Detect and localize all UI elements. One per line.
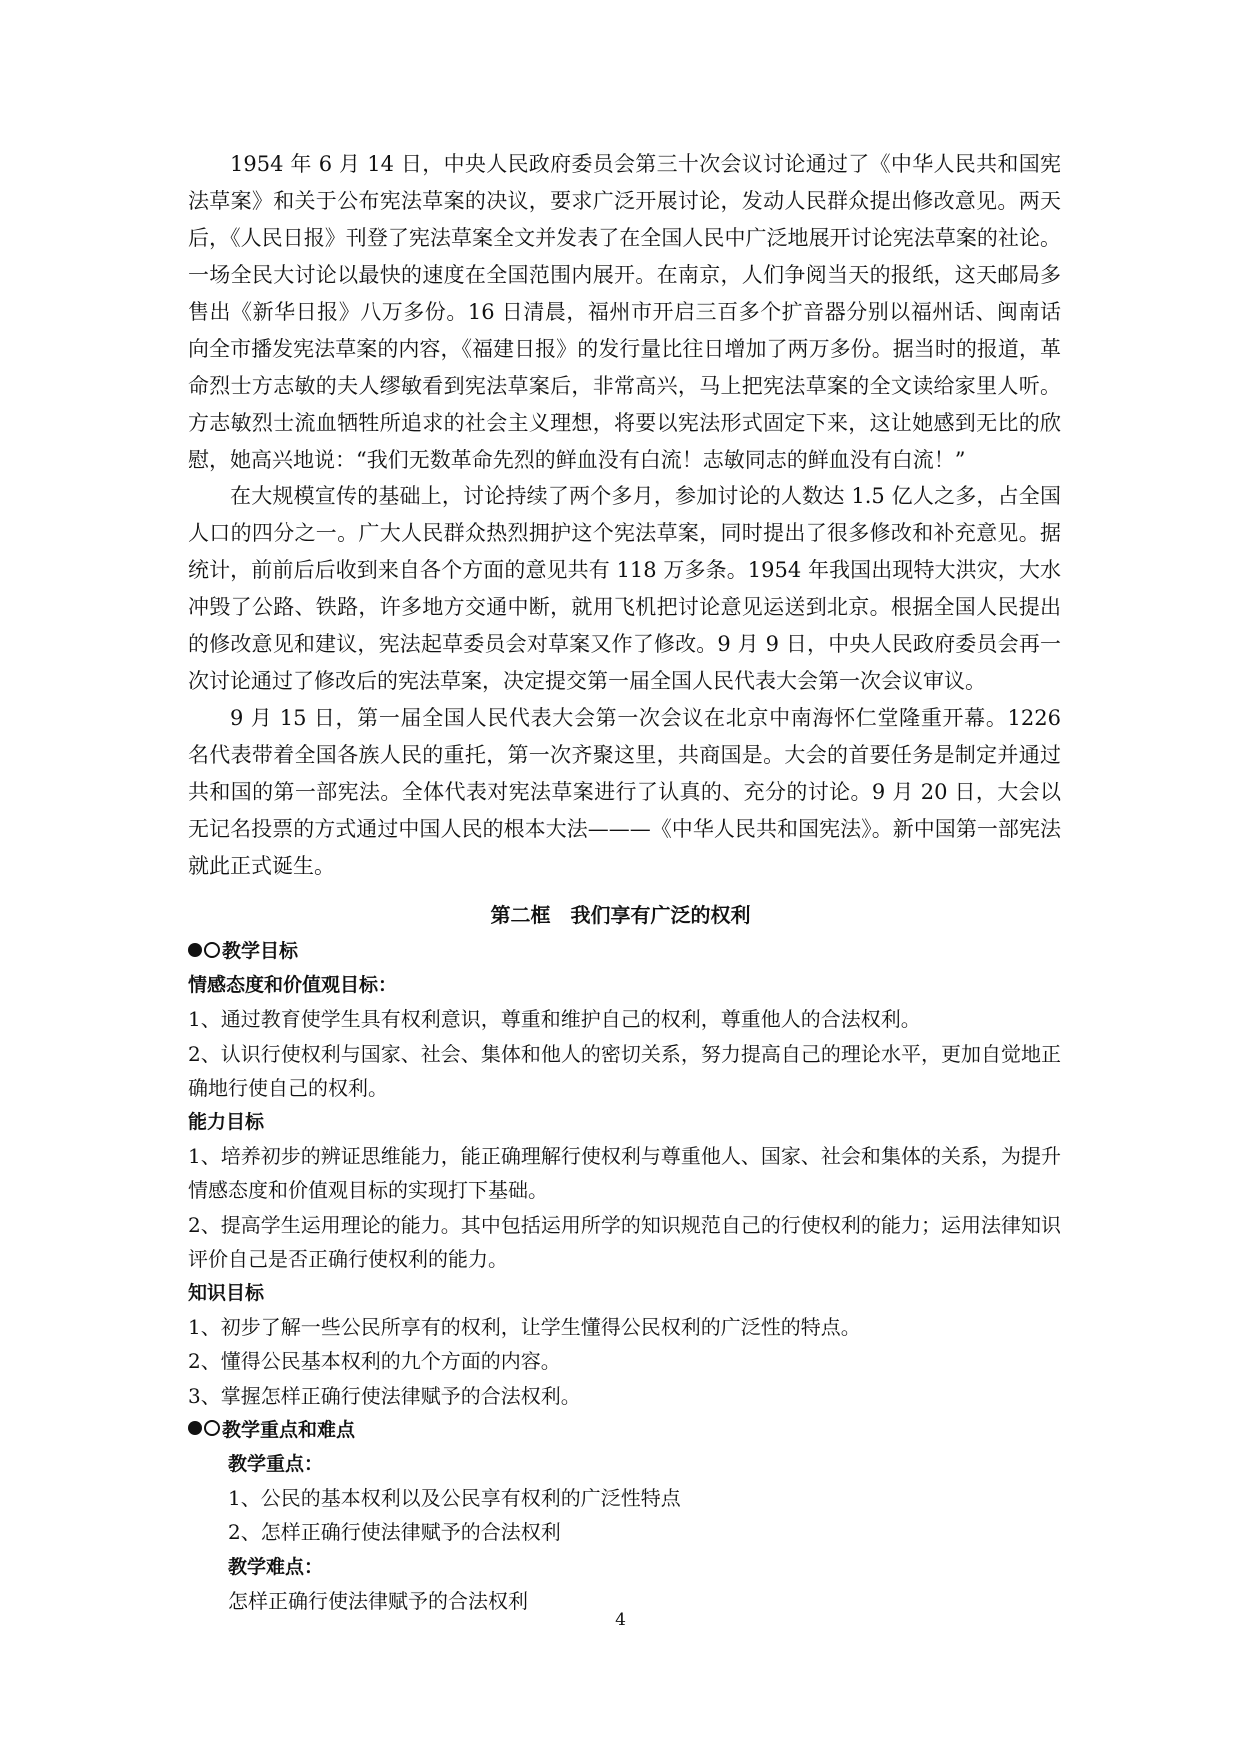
filled-circle-icon — [188, 943, 202, 957]
goals-heading: 教学目标 — [188, 934, 1061, 968]
paragraph-2: 在大规模宣传的基础上，讨论持续了两个多月，参加讨论的人数达 1.5 亿人之多，占全国人口的四分之一。广大人民群众热烈拥护这个宪法草案，同时提出了很多修改和补充意见。据统计，前前后后收到来自各个方面的意见共有 118 万多条。1954 年我国出现特大洪灾，大水冲毁了公路、铁路，许多地方交通中断，就用飞机把讨论意见运送到北京。根据全国人民提出的修改意见和建议，宪法起草委员会对草案又作了修改。9 月 9 日，中央人民政府委员会再一次讨论通过了修改后的宪法草案，决定提交第一届全国人民代表大会第一次会议审议。 — [188, 484, 1061, 693]
key-point-item: 1、公民的基本权利以及公民享有权利的广泛性特点 — [228, 1486, 681, 1511]
knowledge-goal-item: 2、懂得公民基本权利的九个方面的内容。 — [188, 1349, 561, 1374]
ability-goals-heading: 能力目标 — [188, 1111, 265, 1134]
ability-goal-item: 2、提高学生运用理论的能力。其中包括运用所学的知识规范自己的行使权利的能力；运用法律知识评价自己是否正确行使权利的能力。 — [188, 1212, 1061, 1271]
emotion-goal-item: 1、通过教育使学生具有权利意识，尊重和维护自己的权利，尊重他人的合法权利。 — [188, 1007, 921, 1032]
difficulty-text: 怎样正确行使法律赋予的合法权利 — [228, 1588, 528, 1613]
knowledge-goals-heading: 知识目标 — [188, 1282, 265, 1305]
key-points-heading: 教学重点： — [228, 1453, 324, 1476]
paragraph-3: 9 月 15 日，第一届全国人民代表大会第一次会议在北京中南海怀仁堂隆重开幕。1226 名代表带着全国各族人民的重托，第一次齐聚这里，共商国是。大会的首要任务是制定并通过共和国的第一部宪法。全体代表对宪法草案进行了认真的、充分的讨论。9 月 20 日，大会以无记名投票的方式通过中国人民的根本大法———《中华人民共和国宪法》。新中国第一部宪法就此正式诞生。 — [188, 706, 1061, 878]
focus-heading: 教学重点和难点 — [188, 1413, 1061, 1447]
page-number: 4 — [615, 1610, 626, 1630]
key-point-item: 2、怎样正确行使法律赋予的合法权利 — [228, 1520, 561, 1545]
paragraph-1: 1954 年 6 月 14 日，中央人民政府委员会第三十次会议讨论通过了《中华人民共和国宪法草案》和关于公布宪法草案的决议，要求广泛开展讨论，发动人民群众提出修改意见。两天后，《人民日报》刊登了宪法草案全文并发表了在全国人民中广泛地展开讨论宪法草案的社论。一场全民大讨论以最快的速度在全国范围内展开。在南京，人们争阅当天的报纸，这天邮局多售出《新华日报》八万多份。16 日清晨，福州市开启三百多个扩音器分别以福州话、闽南话向全市播发宪法草案的内容，《福建日报》的发行量比往日增加了两万多份。据当时的报道，革命烈士方志敏的夫人缪敏看到宪法草案后，非常高兴，马上把宪法草案的全文读给家里人听。方志敏烈士流血牺牲所追求的社会主义理想，将要以宪法形式固定下来，这让她感到无比的欣慰，她高兴地说：“我们无数革命先烈的鲜血没有白流！志敏同志的鲜血没有白流！” — [188, 152, 1061, 472]
knowledge-goal-item: 3、掌握怎样正确行使法律赋予的合法权利。 — [188, 1383, 581, 1408]
hollow-circle-icon — [204, 942, 220, 958]
emotion-goals-heading: 情感态度和价值观目标： — [188, 974, 398, 997]
hollow-circle-icon — [204, 1420, 220, 1436]
difficulty-heading: 教学难点： — [228, 1555, 324, 1578]
filled-circle-icon — [188, 1421, 202, 1435]
emotion-goal-item: 2、认识行使权利与国家、社会、集体和他人的密切关系，努力提高自己的理论水平，更加自觉地正确地行使自己的权利。 — [188, 1041, 1061, 1100]
teaching-goals — [188, 934, 1061, 1618]
knowledge-goal-item: 1、初步了解一些公民所享有的权利，让学生懂得公民权利的广泛性的特点。 — [188, 1315, 861, 1340]
section-title: 第二框 我们享有广泛的权利 — [490, 903, 751, 927]
ability-goal-item: 1、培养初步的辨证思维能力，能正确理解行使权利与尊重他人、国家、社会和集体的关系，为提升情感态度和价值观目标的实现打下基础。 — [188, 1144, 1061, 1203]
